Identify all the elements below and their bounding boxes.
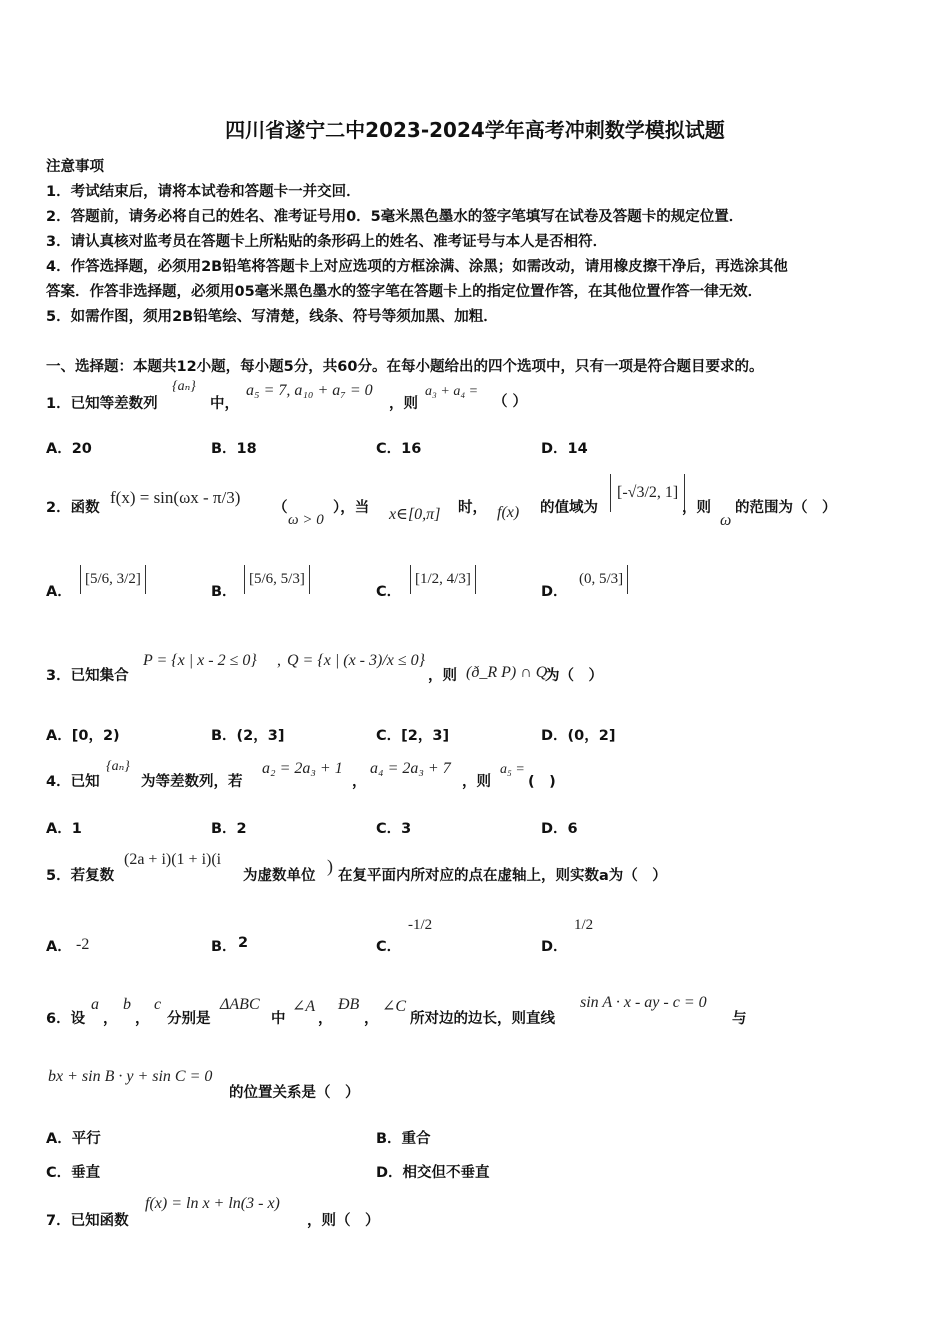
q4-blank: ( ) xyxy=(528,774,556,790)
q6-side-a: a xyxy=(91,996,99,1013)
q5-option-b-value: 2 xyxy=(238,935,249,951)
q2-then: ，则 xyxy=(682,500,711,516)
q4-sequence: {aₙ} xyxy=(106,759,130,774)
notice-item: 1．考试结束后，请将本试卷和答题卡一并交回． xyxy=(46,184,361,200)
q2-option-d-value: (0, 5/3] xyxy=(575,565,628,594)
q3-option-b: B．(2，3] xyxy=(211,728,285,744)
q1-then: ，则 xyxy=(389,396,418,412)
q3-option-c: C．[2，3] xyxy=(376,728,450,744)
q1-blank: （ ） xyxy=(493,394,528,410)
q6-angle-b: ÐB xyxy=(338,996,360,1013)
q4-prefix: 4．已知 xyxy=(46,774,100,790)
q6-yu: 与 xyxy=(732,1011,747,1027)
q3-then: ，则 xyxy=(428,668,457,684)
q1-expression: a₃ + a₄ = xyxy=(425,384,479,399)
q2-paren-close: ），当 xyxy=(333,500,370,516)
q1-mid: 中， xyxy=(210,396,239,412)
q3-ask: 为（ ） xyxy=(545,668,603,684)
q6-option-c: C．垂直 xyxy=(46,1165,101,1181)
q3-set-p: P = {x | x - 2 ≤ 0} xyxy=(143,652,257,669)
q6-angle-a: ∠A xyxy=(292,998,316,1015)
q5-option-b-label: B． xyxy=(211,939,237,955)
q2-paren-open: （ xyxy=(273,500,288,516)
q6-mid-1: 分别是 xyxy=(167,1011,211,1027)
q2-fx: f(x) xyxy=(497,504,520,521)
q2-range-text: 的值域为 xyxy=(540,500,598,516)
q1-sequence: {aₙ} xyxy=(172,379,196,394)
q5-option-c-value: -1/2 xyxy=(408,917,433,933)
q6-option-b: B．重合 xyxy=(376,1131,431,1147)
q5-unit: 为虚数单位 xyxy=(243,868,316,884)
notice-item: 5．如需作图，须用2B铅笔绘、写清楚，线条、符号等须加黑、加粗． xyxy=(46,309,498,325)
notice-item: 4．作答选择题，必须用2B铅笔将答题卡上对应选项的方框涂满、涂黑；如需改动，请用橡皮擦干净后，再选涂其他 xyxy=(46,259,788,275)
section-heading: 一、选择题：本题共12小题，每小题5分，共60分。在每小题给出的四个选项中，只有一项是符合题目要求的。 xyxy=(46,359,764,375)
q1-option-c: C．16 xyxy=(376,441,422,457)
q6-mid-3: 所对边的边长，则直线 xyxy=(410,1011,555,1027)
q7-function: f(x) = ln x + ln(3 - x) xyxy=(145,1195,280,1212)
q6-ask: 的位置关系是（ ） xyxy=(229,1085,360,1101)
q6-sep: ， xyxy=(103,1011,118,1027)
q3-option-d: D．(0，2] xyxy=(541,728,616,744)
q4-option-c: C．3 xyxy=(376,821,412,837)
q2-domain: x∈[0,π] xyxy=(389,506,441,523)
q5-close-paren: ) xyxy=(327,856,333,876)
q6-angle-c: ∠C xyxy=(382,998,407,1015)
q4-option-b: B．2 xyxy=(211,821,247,837)
q4-option-a: A．1 xyxy=(46,821,82,837)
q4-condition-1: a₂ = 2a₃ + 1 xyxy=(262,760,343,777)
q4-then: ，则 xyxy=(462,774,491,790)
q6-triangle: ΔABC xyxy=(220,996,260,1013)
q4-condition-2: a₄ = 2a₃ + 7 xyxy=(370,760,451,777)
q4-expression: a₅ = xyxy=(500,762,525,777)
q2-option-a-label: A． xyxy=(46,584,72,600)
q2-option-b-value: [5/6, 5/3] xyxy=(244,565,310,594)
q5-option-a-value: -2 xyxy=(76,936,90,953)
page-title: 四川省遂宁二中2023-2024学年高考冲刺数学模拟试题 xyxy=(225,118,725,142)
q5-expression: (2a + i)(1 + i)(i xyxy=(124,851,222,868)
q1-prefix: 1．已知等差数列 xyxy=(46,396,158,412)
q2-prefix: 2．函数 xyxy=(46,500,100,516)
q5-prefix: 5．若复数 xyxy=(46,868,115,884)
q2-option-b-label: B． xyxy=(211,584,237,600)
notice-heading: 注意事项 xyxy=(46,159,104,175)
q2-omega: ω xyxy=(720,512,732,529)
q2-option-c-label: C． xyxy=(376,584,402,600)
q6-sep: ， xyxy=(364,1011,379,1027)
q2-when: 时， xyxy=(458,500,487,516)
q1-option-b: B．18 xyxy=(211,441,257,457)
q1-option-a: A．20 xyxy=(46,441,92,457)
q5-option-d-label: D． xyxy=(541,939,568,955)
q3-expression: (ð_R P) ∩ Q xyxy=(466,664,548,681)
q2-omega-condition: ω > 0 xyxy=(288,512,324,528)
q6-mid-2: 中 xyxy=(271,1011,286,1027)
q6-option-a: A．平行 xyxy=(46,1131,101,1147)
q4-mid: 为等差数列，若 xyxy=(141,774,243,790)
q2-option-a-value: [5/6, 3/2] xyxy=(80,565,146,594)
q5-option-d-value: 1/2 xyxy=(574,917,594,933)
q4-option-d: D．6 xyxy=(541,821,578,837)
q1-condition: a₅ = 7, a₁₀ + a₇ = 0 xyxy=(246,382,373,399)
notice-item: 2．答题前，请务必将自己的姓名、准考证号用0．5毫米黑色墨水的签字笔填写在试卷及答题卡的规定位置． xyxy=(46,209,744,225)
q3-option-a: A．[0，2) xyxy=(46,728,120,744)
q6-prefix: 6．设 xyxy=(46,1011,86,1027)
q5-rest: 在复平面内所对应的点在虚轴上，则实数a为（ ） xyxy=(338,868,667,884)
notice-item: 答案．作答非选择题，必须用05毫米黑色墨水的签字笔在答题卡上的指定位置作答，在其他位置作答一律无效． xyxy=(46,284,763,300)
q2-option-d-label: D． xyxy=(541,584,568,600)
q6-side-b: b xyxy=(123,996,131,1013)
q6-side-c: c xyxy=(154,996,162,1013)
q2-option-c-value: [1/2, 4/3] xyxy=(410,565,476,594)
q1-option-d: D．14 xyxy=(541,441,588,457)
q3-prefix: 3．已知集合 xyxy=(46,668,129,684)
q6-option-d: D．相交但不垂直 xyxy=(376,1165,490,1181)
q2-ask: 的范围为（ ） xyxy=(735,500,837,516)
q6-line-2: bx + sin B · y + sin C = 0 xyxy=(48,1068,213,1085)
q4-comma: ， xyxy=(352,774,367,790)
q2-function: f(x) = sin(ωx - π/3) xyxy=(110,488,241,507)
q6-sep: ， xyxy=(135,1011,150,1027)
q3-set-q: Q = {x | (x - 3)/x ≤ 0} xyxy=(287,652,426,669)
q5-option-c-label: C． xyxy=(376,939,402,955)
q7-ask: ，则（ ） xyxy=(307,1213,380,1229)
q6-sep: ， xyxy=(318,1011,333,1027)
notice-item: 3．请认真核对监考员在答题卡上所粘贴的条形码上的姓名、准考证号与本人是否相符． xyxy=(46,234,608,250)
q5-option-a-label: A． xyxy=(46,939,72,955)
q7-prefix: 7．已知函数 xyxy=(46,1213,129,1229)
q2-range: [-√3/2, 1] xyxy=(610,474,685,512)
q6-line-1: sin A · x - ay - c = 0 xyxy=(580,994,707,1011)
q3-comma: , xyxy=(277,652,281,669)
